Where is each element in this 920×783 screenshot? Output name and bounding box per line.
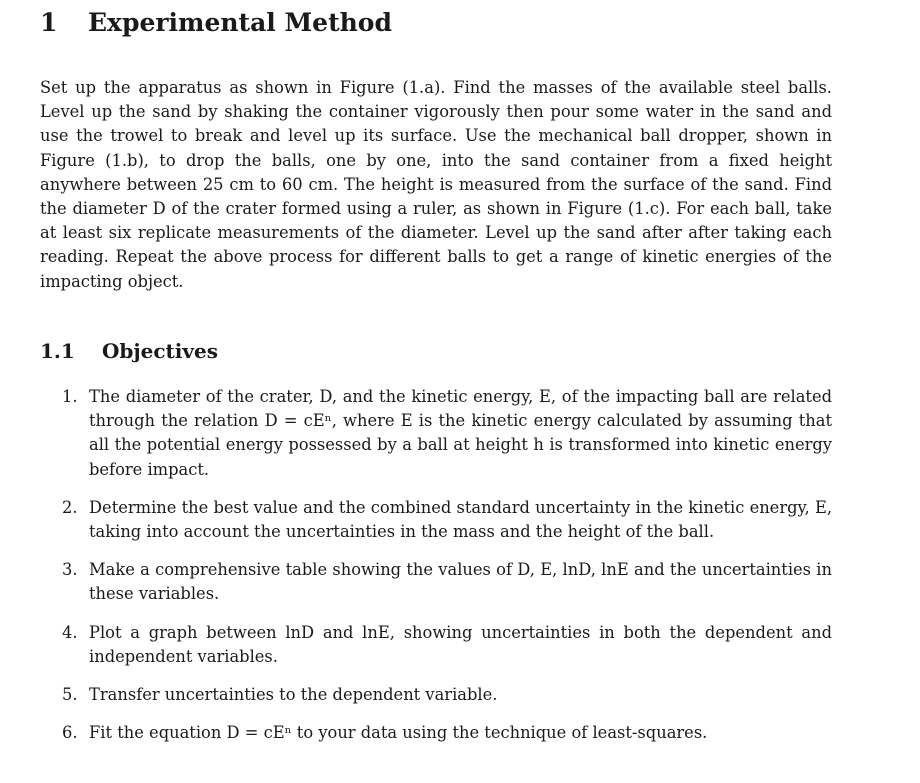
- list-item: [62, 385, 832, 482]
- intro-paragraph: Set up the apparatus as shown in Figure (1.a). Find the masses of the available steel balls. Level up the sand by shaking the container vigorously then pour some water in the sand and use the trowel to break and level up its surface. Use the mechanical ball dropper, shown in Figure (1.b), to drop the balls, one by one, into the sand container from a fixed height anywhere between 25 cm to 60 cm. The height is measured from the surface of the sand. Find the diameter D of the crater formed using a ruler, as shown in Figure (1.c). For each ball, take at least six replicate measurements of the diameter. Level up the sand after after taking each reading. Repeat the above process for different balls to get a range of kinetic energies of the impacting object.: [40, 78, 832, 291]
- list-item-text: Transfer uncertainties to the dependent variable.: [89, 685, 498, 705]
- subsection-number: 1.1: [40, 339, 75, 363]
- list-item: [62, 621, 832, 669]
- list-item: [62, 496, 832, 544]
- list-item: [62, 683, 832, 707]
- list-item-text: Fit the equation D = cEⁿ to your data using the technique of least-squares.: [89, 723, 708, 743]
- list-item-text: Plot a graph between lnD and lnE, showing uncertainties in both the dependent and independent variables.: [89, 622, 832, 666]
- list-item-text: Make a comprehensive table showing the values of D, E, lnD, lnE and the uncertainties in these variables.: [89, 560, 832, 604]
- list-item-number: 6.: [62, 723, 78, 743]
- list-item-number: 3.: [62, 560, 78, 580]
- list-item: [62, 721, 832, 745]
- section-heading: [40, 6, 392, 40]
- list-item-text: The diameter of the crater, D, and the kinetic energy, E, of the impacting ball are related through the relation D = cEⁿ, where E is the kinetic energy calculated by assuming that all the potential energy possessed by a ball at height h is transformed into kinetic energy before impact.: [89, 387, 832, 479]
- list-item-number: 2.: [62, 497, 78, 517]
- section-number: 1: [40, 8, 58, 37]
- subsection-title: Objectives: [102, 339, 218, 363]
- objectives-list: [62, 385, 832, 759]
- list-item: [62, 558, 832, 606]
- list-item-number: 5.: [62, 685, 78, 705]
- subsection-heading: [40, 336, 218, 366]
- list-item-number: 4.: [62, 622, 78, 642]
- list-item-text: Determine the best value and the combined standard uncertainty in the kinetic energy, E, taking into account the uncertainties in the mass and the height of the ball.: [89, 497, 832, 542]
- section-title: Experimental Method: [88, 8, 392, 37]
- list-item-number: 1.: [62, 387, 78, 406]
